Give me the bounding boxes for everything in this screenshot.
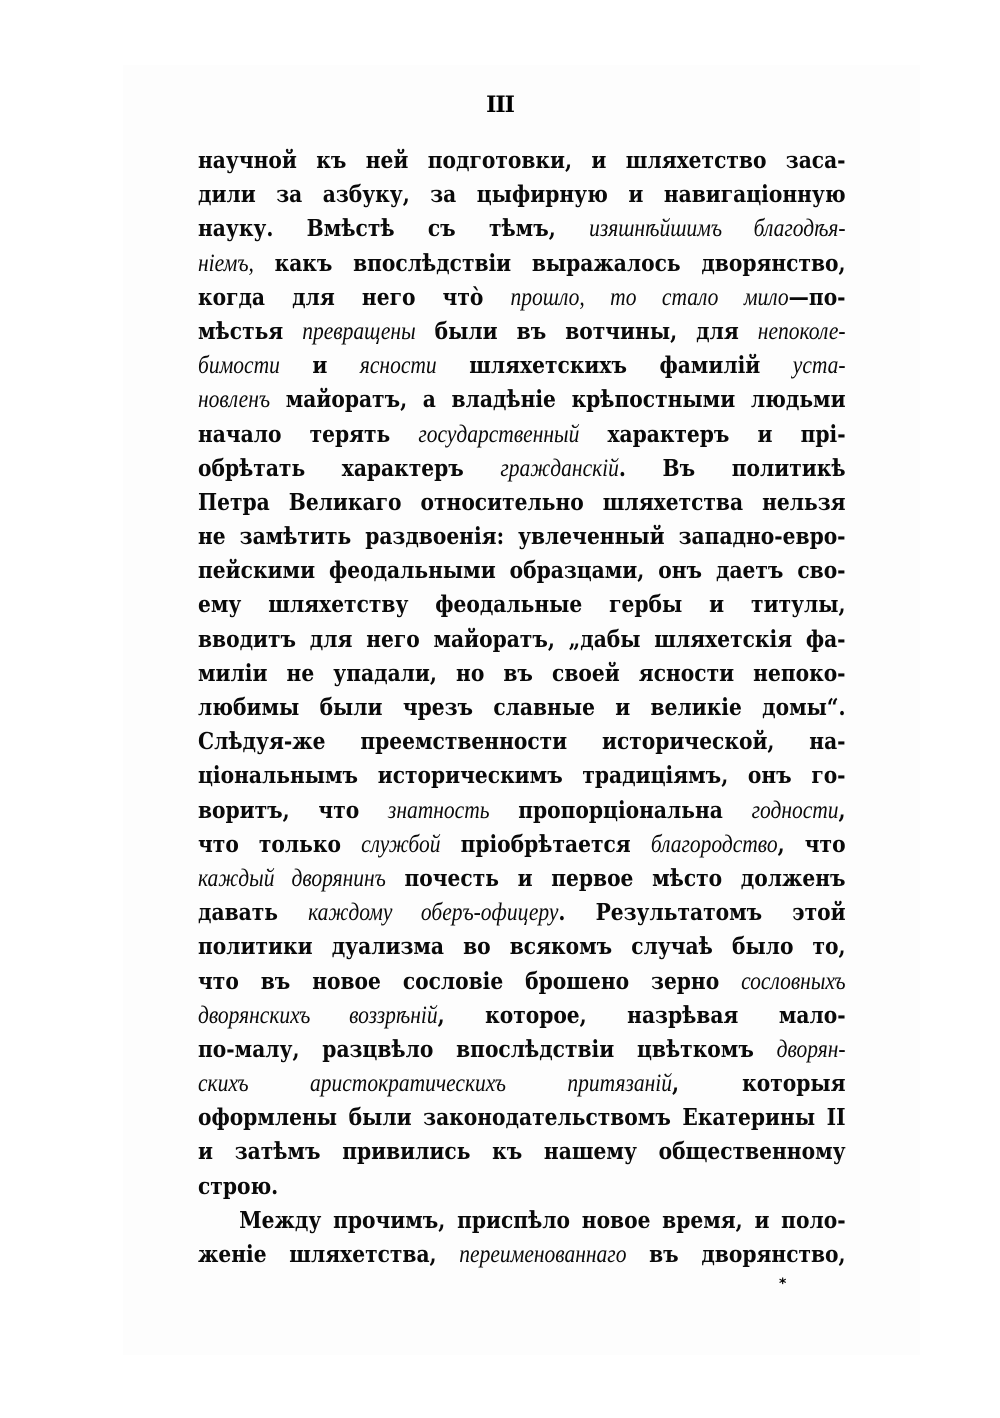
text-line [198,1032,846,1066]
body-text [198,143,846,1271]
italic-text: каждому оберъ-офицеру [308,899,559,927]
text-line [198,382,846,416]
italic-text: каждый дворянинъ [198,864,386,892]
italic-text: уста- [792,352,846,380]
text-segment: пропорціональна [489,795,752,824]
text-segment: характеръ и прі- [579,419,846,448]
text-line [198,793,846,827]
text-segment: миліи не упадали, но въ своей ясности непоко- [198,658,846,687]
text-segment: любимы были чрезъ славные и великіе домы“. [198,693,846,721]
text-segment: ему шляхетству феодальные гербы и титулы, [198,590,846,619]
text-segment: строю. [198,1171,279,1200]
footer-mark: * [779,1276,787,1292]
text-line [198,998,846,1032]
text-line [198,143,846,177]
italic-text: гражданскій [500,454,619,482]
text-line [198,417,846,451]
text-segment: ціональнымъ историческимъ традиціямъ, онъ го- [198,761,846,790]
text-line [198,656,846,690]
italic-text: прошло, то стало мило [510,283,789,311]
text-line [198,861,846,895]
text-segment: Между прочимъ, приспѣло новое время, и поло- [239,1205,846,1234]
italic-text: дворянскихъ воззрѣній [198,1001,438,1029]
italic-text: годности [751,796,839,824]
text-segment: научной къ ней подготовки, и шляхетство заса- [198,146,846,174]
text-line [198,1203,846,1237]
italic-text: переименованнаго [459,1241,627,1268]
text-line [198,895,846,929]
text-segment: Слѣдуя-же преемственности исторической, на- [198,727,846,756]
text-segment: Петра Великаго относительно шляхетства нельзя [198,487,846,516]
text-line [198,690,846,724]
text-line [198,211,846,245]
text-line [198,177,846,211]
italic-text: службой [361,830,441,858]
text-segment: пріобрѣтается [440,829,651,858]
text-segment: , что [777,829,846,858]
text-segment: оформлены были законодательствомъ Екатерины II [198,1103,846,1132]
text-segment: , [838,795,846,824]
text-line [198,280,846,314]
text-segment: , которыя [671,1069,846,1098]
text-segment: мѣстья [198,316,303,345]
text-line [198,964,846,998]
text-line [198,827,846,861]
text-segment: въ дворянство, [626,1240,846,1268]
italic-text: ясности [359,352,437,380]
text-segment: —по- [788,282,846,311]
italic-text: государственный [418,420,580,448]
text-segment: какъ впослѣдствіи выражалось дворянство, [253,248,846,277]
text-segment: науку. Вмѣстѣ съ тѣмъ, [198,214,590,243]
text-line [198,1066,846,1100]
text-segment: майоратъ, а владѣніе крѣпостными людьми [270,385,846,414]
italic-text: скихъ аристократическихъ притязаній [198,1070,672,1098]
text-line [198,587,846,621]
text-line [198,929,846,963]
text-segment: политики дуализма во всякомъ случаѣ было то, [198,932,846,961]
text-line [198,553,846,587]
text-segment: . Результатомъ этой [558,898,846,927]
italic-text: сословныхъ [741,967,846,995]
text-segment: шляхетскихъ фамилій [436,351,793,380]
italic-text: изяшнѣйшимъ благодѣя- [589,215,846,243]
text-segment: и затѣмъ привились къ нашему общественному [198,1137,846,1166]
text-segment: начало терять [198,419,419,448]
italic-text: благородство [650,830,778,858]
italic-text: бимости [198,352,280,380]
text-line [198,348,846,382]
text-line [198,622,846,656]
text-segment: обрѣтать характеръ [198,453,501,482]
text-line [198,1134,846,1168]
italic-text: непоколе- [757,317,846,345]
text-segment: пейскими феодальными образцами, онъ даетъ сво- [198,556,846,585]
text-line [198,314,846,348]
text-line [198,485,846,519]
italic-text: новленъ [198,386,271,414]
text-segment: по-малу, разцвѣло впослѣдствіи цвѣткомъ [198,1034,777,1063]
italic-text: превращены [302,317,416,345]
text-segment: когда для него что̀ [198,282,511,311]
text-segment: и [279,351,360,380]
text-segment: . Въ политикѣ [618,453,846,482]
text-line [198,451,846,485]
text-segment: дили за азбуку, за цыфирную и навигаціонную [198,180,846,209]
text-segment: давать [198,898,309,927]
italic-text: дворян- [776,1035,846,1063]
text-line [198,724,846,758]
text-segment: женіе шляхетства, [198,1240,460,1268]
page-number-header: III [486,92,514,118]
text-line [198,758,846,792]
text-segment: вводитъ для него майоратъ, „дабы шляхетскія фа- [198,624,846,653]
text-segment: были въ вотчины, для [415,316,758,345]
text-line [198,246,846,280]
text-segment: воритъ, что [198,795,388,824]
text-segment: , которое, назрѣвая мало- [437,1000,846,1029]
text-line [198,519,846,553]
text-line [198,1100,846,1134]
text-segment: что въ новое сословіе брошено зерно [198,966,742,995]
italic-text: ніемъ, [198,249,254,277]
text-segment: не замѣтить раздвоенія: увлеченный западно-евро- [198,522,846,551]
text-line [198,1169,846,1203]
text-segment: почесть и первое мѣсто долженъ [385,863,846,892]
text-segment: что только [198,829,362,858]
text-line [198,1237,846,1271]
italic-text: знатность [387,796,490,824]
